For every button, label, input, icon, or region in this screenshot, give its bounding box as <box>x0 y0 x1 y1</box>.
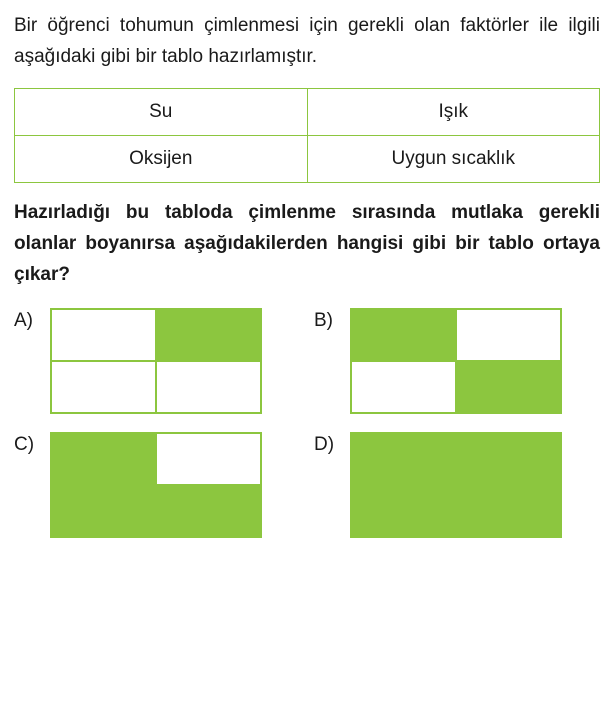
option-c[interactable] <box>14 432 314 538</box>
option-d-label: D) <box>314 434 335 455</box>
table-row <box>15 89 600 136</box>
option-d-cell-2 <box>456 433 561 485</box>
option-a-cell-4 <box>156 361 261 413</box>
option-a-cell-1 <box>51 309 156 361</box>
table-cell-su: Su <box>15 89 308 136</box>
table-cell-uygun-sicaklik: Uygun sıcaklık <box>307 136 600 183</box>
answer-options <box>14 308 614 538</box>
option-b-cell-2 <box>456 309 561 361</box>
option-d-cell-3 <box>351 485 456 537</box>
option-c-cell-4 <box>156 485 261 537</box>
option-a-label: A) <box>14 310 33 331</box>
option-a-grid <box>50 308 262 414</box>
option-b-cell-1 <box>351 309 456 361</box>
table-cell-oksijen: Oksijen <box>15 136 308 183</box>
factors-table <box>14 88 600 183</box>
option-a-cell-2 <box>156 309 261 361</box>
option-d-cell-4 <box>456 485 561 537</box>
table-row <box>15 136 600 183</box>
option-c-cell-3 <box>51 485 156 537</box>
option-b-grid <box>350 308 562 414</box>
option-c-cell-1 <box>51 433 156 485</box>
option-a-cell-3 <box>51 361 156 413</box>
option-b-label: B) <box>314 310 333 331</box>
table-cell-isik: Işık <box>307 89 600 136</box>
option-d[interactable] <box>314 432 614 538</box>
option-c-label: C) <box>14 434 35 455</box>
option-d-cell-1 <box>351 433 456 485</box>
option-a[interactable] <box>14 308 314 414</box>
option-b[interactable] <box>314 308 614 414</box>
intro-paragraph: Bir öğrenci tohumun çimlenmesi için gerekli olan faktörler ile ilgili aşağıdaki gibi bir tablo hazırlamıştır. <box>14 15 600 67</box>
option-b-cell-4 <box>456 361 561 413</box>
option-d-grid <box>350 432 562 538</box>
option-c-cell-2 <box>156 433 261 485</box>
question-text: Hazırladığı bu tabloda çimlenme sırasında mutlaka gerekli olanlar boyanırsa aşağıdakilerden hangisi gibi bir tablo ortaya çıkar? <box>14 202 600 285</box>
option-c-grid <box>50 432 262 538</box>
option-b-cell-3 <box>351 361 456 413</box>
